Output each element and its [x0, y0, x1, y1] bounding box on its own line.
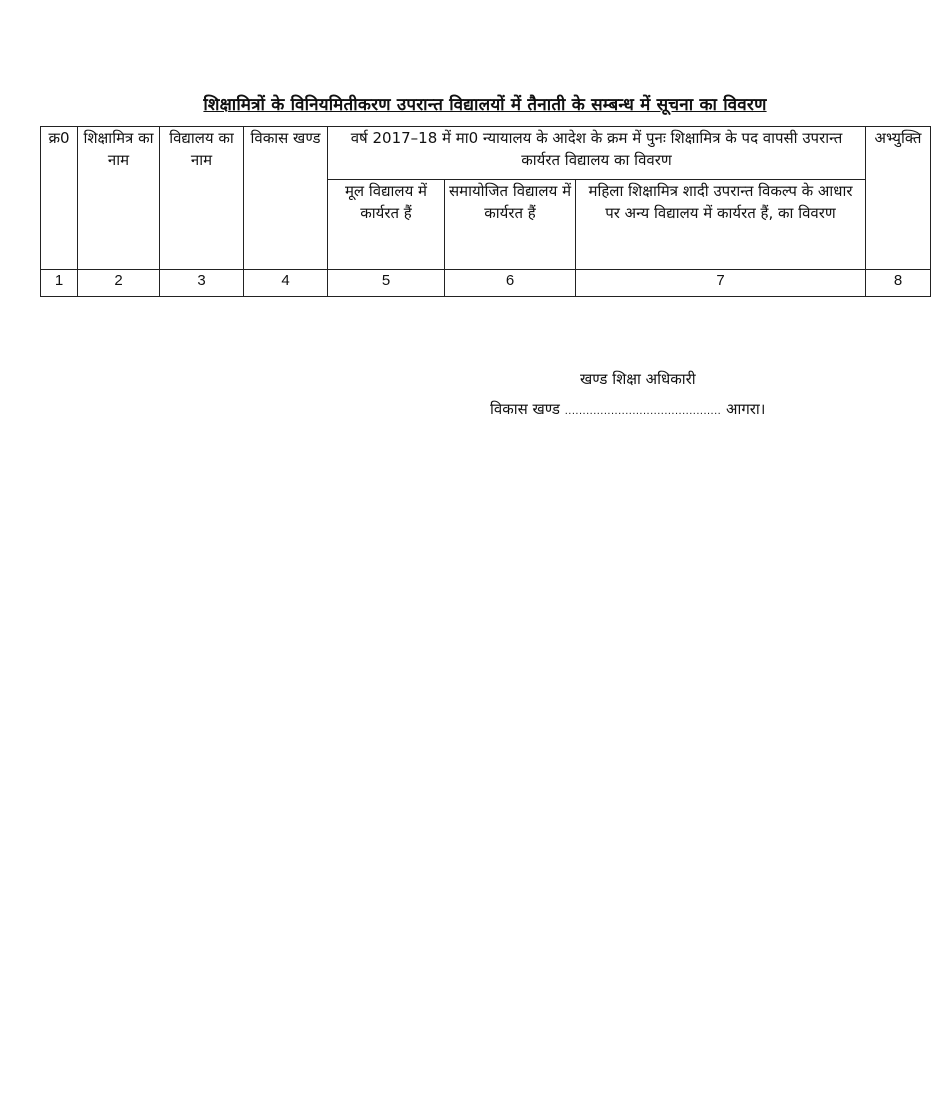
district-name: आगरा।	[726, 400, 766, 418]
column-number: 4	[244, 270, 328, 297]
column-number: 6	[445, 270, 576, 297]
column-number: 7	[576, 270, 866, 297]
column-number: 2	[78, 270, 160, 297]
signature-block-line	[490, 399, 766, 419]
header-row	[41, 127, 931, 180]
signature-designation: खण्ड शिक्षा अधिकारी	[580, 370, 696, 388]
header-remarks: अभ्युक्ति	[866, 127, 931, 270]
column-number: 5	[328, 270, 445, 297]
header-posting-group: वर्ष 2017–18 में मा0 न्यायालय के आदेश के क्रम में पुनः शिक्षामित्र के पद वापसी उपरान्त कार्यरत विद्यालय का विवरण	[328, 127, 866, 180]
subheader-original-school: मूल विद्यालय में कार्यरत हैं	[328, 180, 445, 270]
subheader-female-option: महिला शिक्षामित्र शादी उपरान्त विकल्प के आधार पर अन्य विद्यालय में कार्यरत हैं, का विवरण	[576, 180, 866, 270]
column-number: 1	[41, 270, 78, 297]
document-title: शिक्षामित्रों के विनियमितीकरण उपरान्त विद्यालयों में तैनाती के सम्बन्ध में सूचना का विवरण	[203, 95, 767, 115]
header-school-name: विद्यालय का नाम	[160, 127, 244, 270]
header-shikshamitra-name: शिक्षामित्र का नाम	[78, 127, 160, 270]
column-number-row	[41, 270, 931, 297]
header-block: विकास खण्ड	[244, 127, 328, 270]
block-blank: ............................................	[564, 405, 722, 417]
block-label: विकास खण्ड	[490, 400, 560, 418]
header-serial: क्र0	[41, 127, 78, 270]
column-number: 3	[160, 270, 244, 297]
posting-details-table	[40, 126, 931, 297]
column-number: 8	[866, 270, 931, 297]
subheader-adjusted-school: समायोजित विद्यालय में कार्यरत हैं	[445, 180, 576, 270]
